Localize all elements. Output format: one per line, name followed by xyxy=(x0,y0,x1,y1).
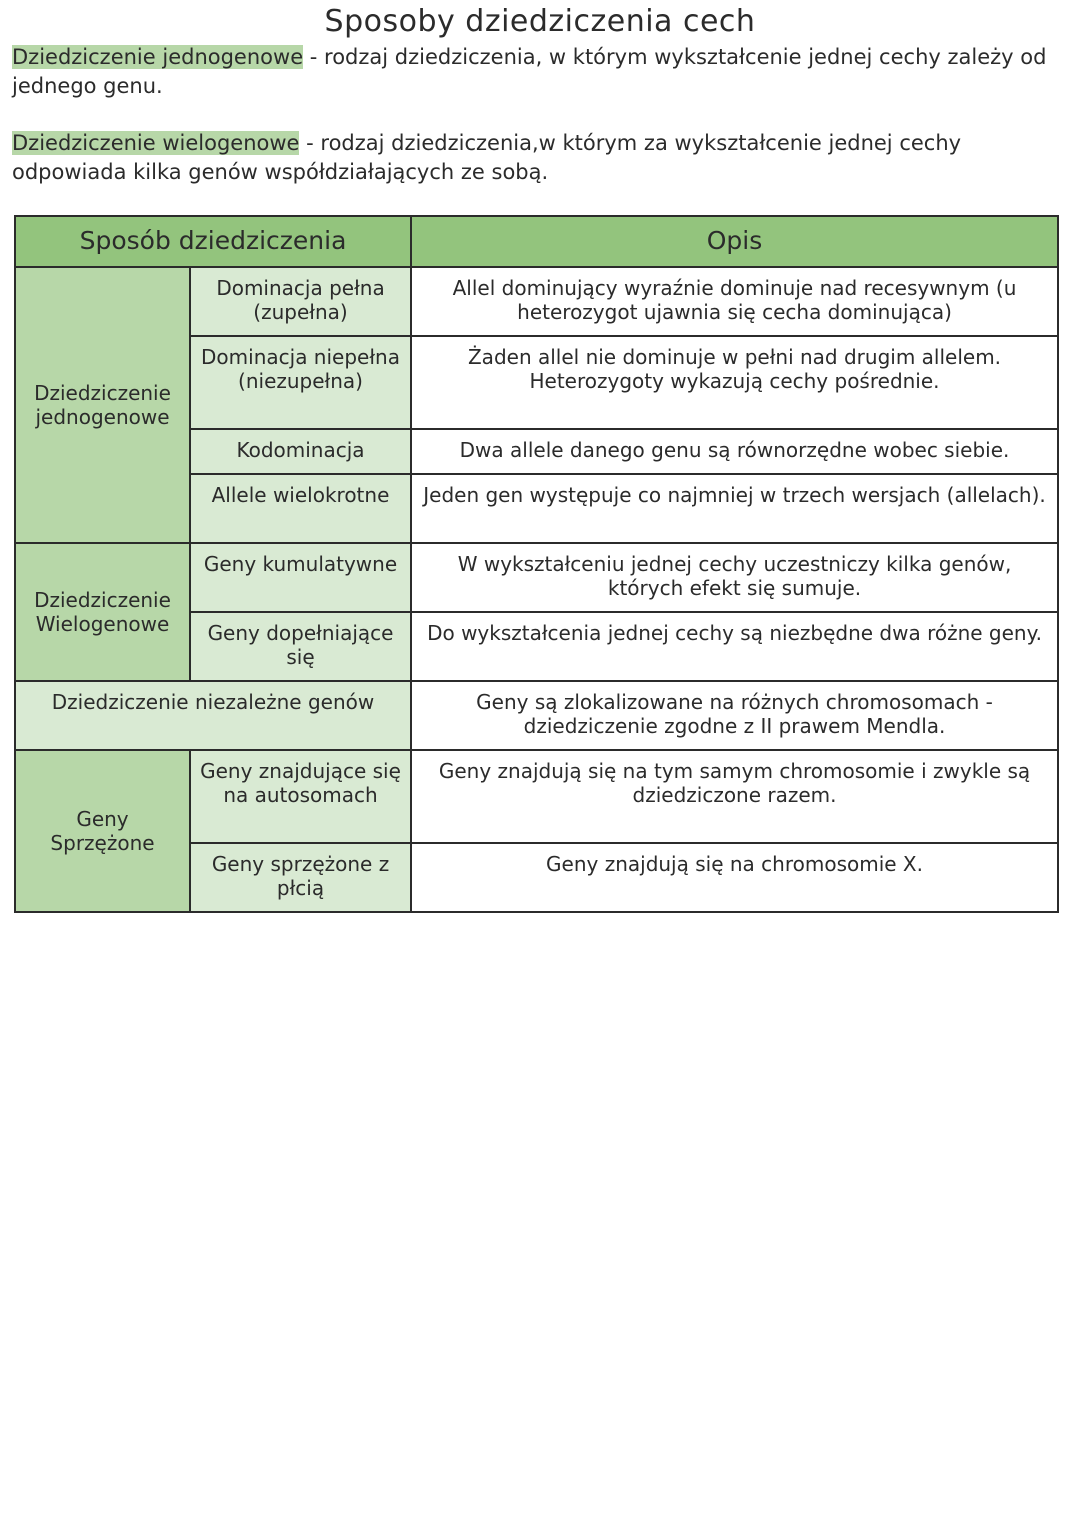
definition-text: - rodzaj dziedziczenia, w którym wykształcenie jednej cechy zależy od jednego genu. xyxy=(12,45,1047,98)
row-type: Geny dopełniające się xyxy=(190,612,411,681)
row-description: Żaden allel nie dominuje w pełni nad drugim allelem. Heterozygoty wykazują cechy pośrednie. xyxy=(411,336,1058,429)
row-description: Dwa allele danego genu są równorzędne wobec siebie. xyxy=(411,429,1058,474)
header-inheritance-type: Sposób dziedziczenia xyxy=(15,216,411,267)
table-row xyxy=(15,681,1058,750)
row-description: W wykształceniu jednej cechy uczestniczy kilka genów, których efekt się sumuje. xyxy=(411,543,1058,612)
inheritance-table xyxy=(14,215,1059,913)
table-row xyxy=(15,543,1058,612)
row-description: Geny znajdują się na chromosomie X. xyxy=(411,843,1058,912)
row-type: Geny sprzężone z płcią xyxy=(190,843,411,912)
definition-term-highlight: Dziedziczenie jednogenowe xyxy=(12,45,304,69)
group-single-gene: Dziedziczenie jednogenowe xyxy=(15,267,190,543)
row-type: Dominacja pełna (zupełna) xyxy=(190,267,411,336)
definition-multi-gene xyxy=(12,129,1062,187)
definition-text: - rodzaj dziedziczenia,w którym za wykształcenie jednej cechy odpowiada kilka genów współdziałających ze sobą. xyxy=(12,131,962,184)
row-type-independent: Dziedziczenie niezależne genów xyxy=(15,681,411,750)
definition-single-gene xyxy=(12,43,1062,101)
row-type: Geny kumulatywne xyxy=(190,543,411,612)
row-description: Allel dominujący wyraźnie dominuje nad recesywnym (u heterozygot ujawnia się cecha dominująca) xyxy=(411,267,1058,336)
definition-term-highlight: Dziedziczenie wielogenowe xyxy=(12,131,300,155)
page-title: Sposoby dziedziczenia cech xyxy=(324,4,756,39)
row-type: Allele wielokrotne xyxy=(190,474,411,543)
row-type: Dominacja niepełna (niezupełna) xyxy=(190,336,411,429)
row-description: Jeden gen występuje co najmniej w trzech wersjach (allelach). xyxy=(411,474,1058,543)
row-description: Do wykształcenia jednej cechy są niezbędne dwa różne geny. xyxy=(411,612,1058,681)
row-type: Kodominacja xyxy=(190,429,411,474)
table-row xyxy=(15,267,1058,336)
row-type: Geny znajdujące się na autosomach xyxy=(190,750,411,843)
table-row xyxy=(15,750,1058,843)
header-description: Opis xyxy=(411,216,1058,267)
row-description: Geny znajdują się na tym samym chromosomie i zwykle są dziedziczone razem. xyxy=(411,750,1058,843)
row-description: Geny są zlokalizowane na różnych chromosomach - dziedziczenie zgodne z II prawem Mendla. xyxy=(411,681,1058,750)
group-multi-gene: Dziedziczenie Wielogenowe xyxy=(15,543,190,681)
table-header-row xyxy=(15,216,1058,267)
group-linked-genes: Geny Sprzężone xyxy=(15,750,190,912)
